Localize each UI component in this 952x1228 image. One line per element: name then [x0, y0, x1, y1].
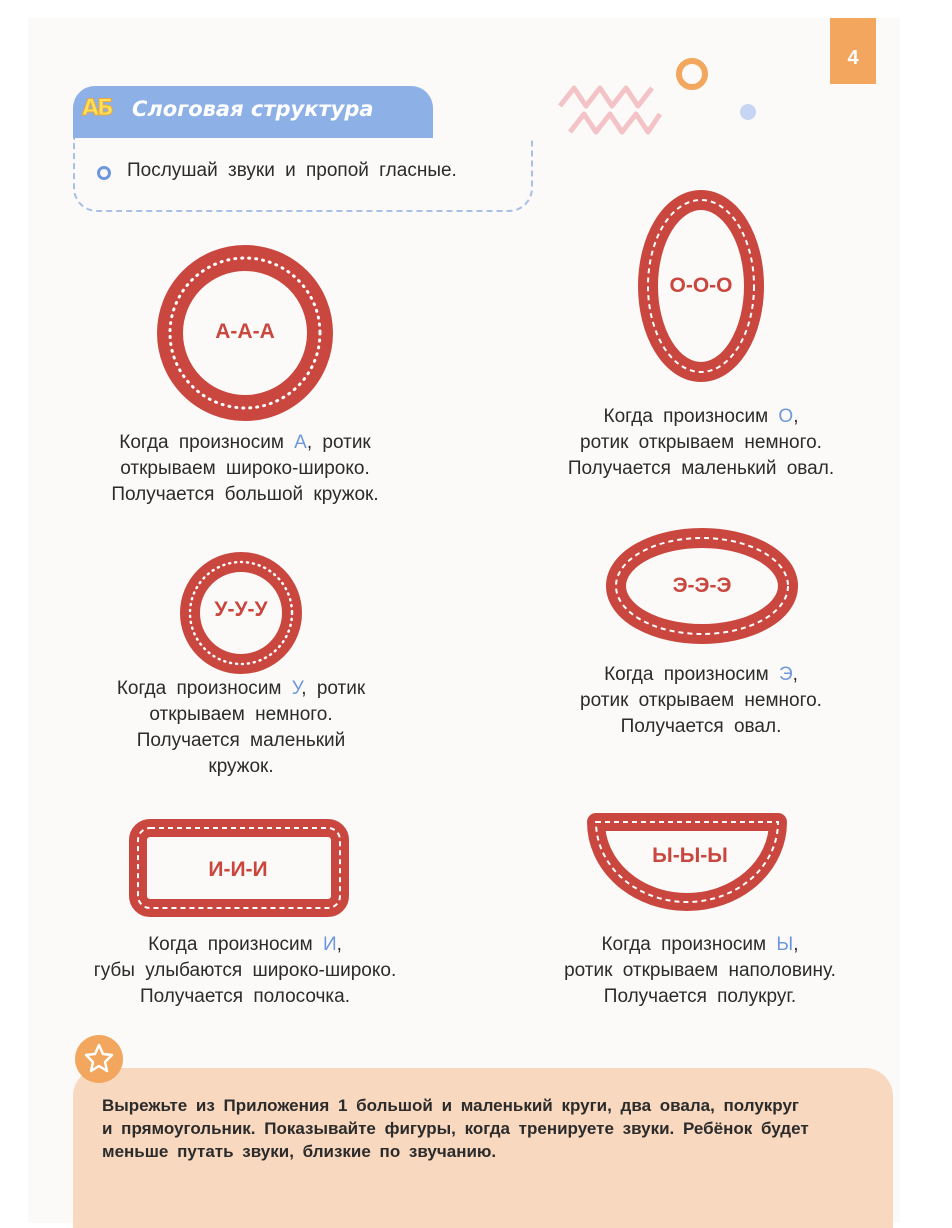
vowel-i: И — [322, 934, 337, 955]
caption-y: Когда произносим Ы, ротик открываем наполовину. Получается полукруг. — [564, 934, 836, 1007]
dot-decoration — [738, 102, 758, 122]
section-badge: АБ — [82, 96, 112, 121]
page-number: 4 — [847, 47, 859, 69]
vowel-u: У — [291, 678, 302, 699]
vowel-o: О — [778, 406, 794, 427]
instruction-text: Послушай звуки и пропой гласные. — [127, 160, 457, 181]
bullet-icon — [97, 166, 111, 180]
caption-a: Когда произносим А, ротик открываем широко-широко. Получается большой кружок. — [111, 432, 379, 505]
caption-i: Когда произносим И, губы улыбаются широко-широко. Получается полосочка. — [93, 934, 397, 1007]
vowel-y: Ы — [776, 934, 794, 955]
section-title: Слоговая структура — [132, 97, 374, 121]
shape-label-i: И-И-И — [208, 858, 268, 881]
shape-label-o: О-О-О — [669, 274, 733, 297]
parent-note-text: Вырежьте из Приложения 1 большой и маленький круги, два овала, полукруг и прямоугольник. Показывайте фигуры, когда тренируете звуки. Ребёнок будет меньше путать звуки, близкие по звучанию. — [102, 1096, 809, 1161]
shape-label-y: Ы-Ы-Ы — [652, 844, 728, 867]
vowel-a: А — [294, 432, 307, 453]
caption-u: Когда произносим У, ротик открываем немного. Получается маленький кружок. — [116, 678, 366, 777]
vowel-e: Э — [778, 664, 793, 685]
ring-decoration — [672, 54, 712, 94]
zigzag-decoration — [556, 66, 666, 156]
caption-e: Когда произносим Э, ротик открываем немного. Получается овал. — [580, 664, 822, 737]
shape-label-a: А-А-А — [215, 320, 275, 343]
page-number-tab — [830, 18, 876, 84]
star-icon — [74, 1034, 124, 1084]
caption-o: Когда произносим О, ротик открываем немного. Получается маленький овал. — [567, 406, 835, 479]
shape-label-e: Э-Э-Э — [672, 574, 732, 597]
shape-label-u: У-У-У — [214, 598, 268, 621]
